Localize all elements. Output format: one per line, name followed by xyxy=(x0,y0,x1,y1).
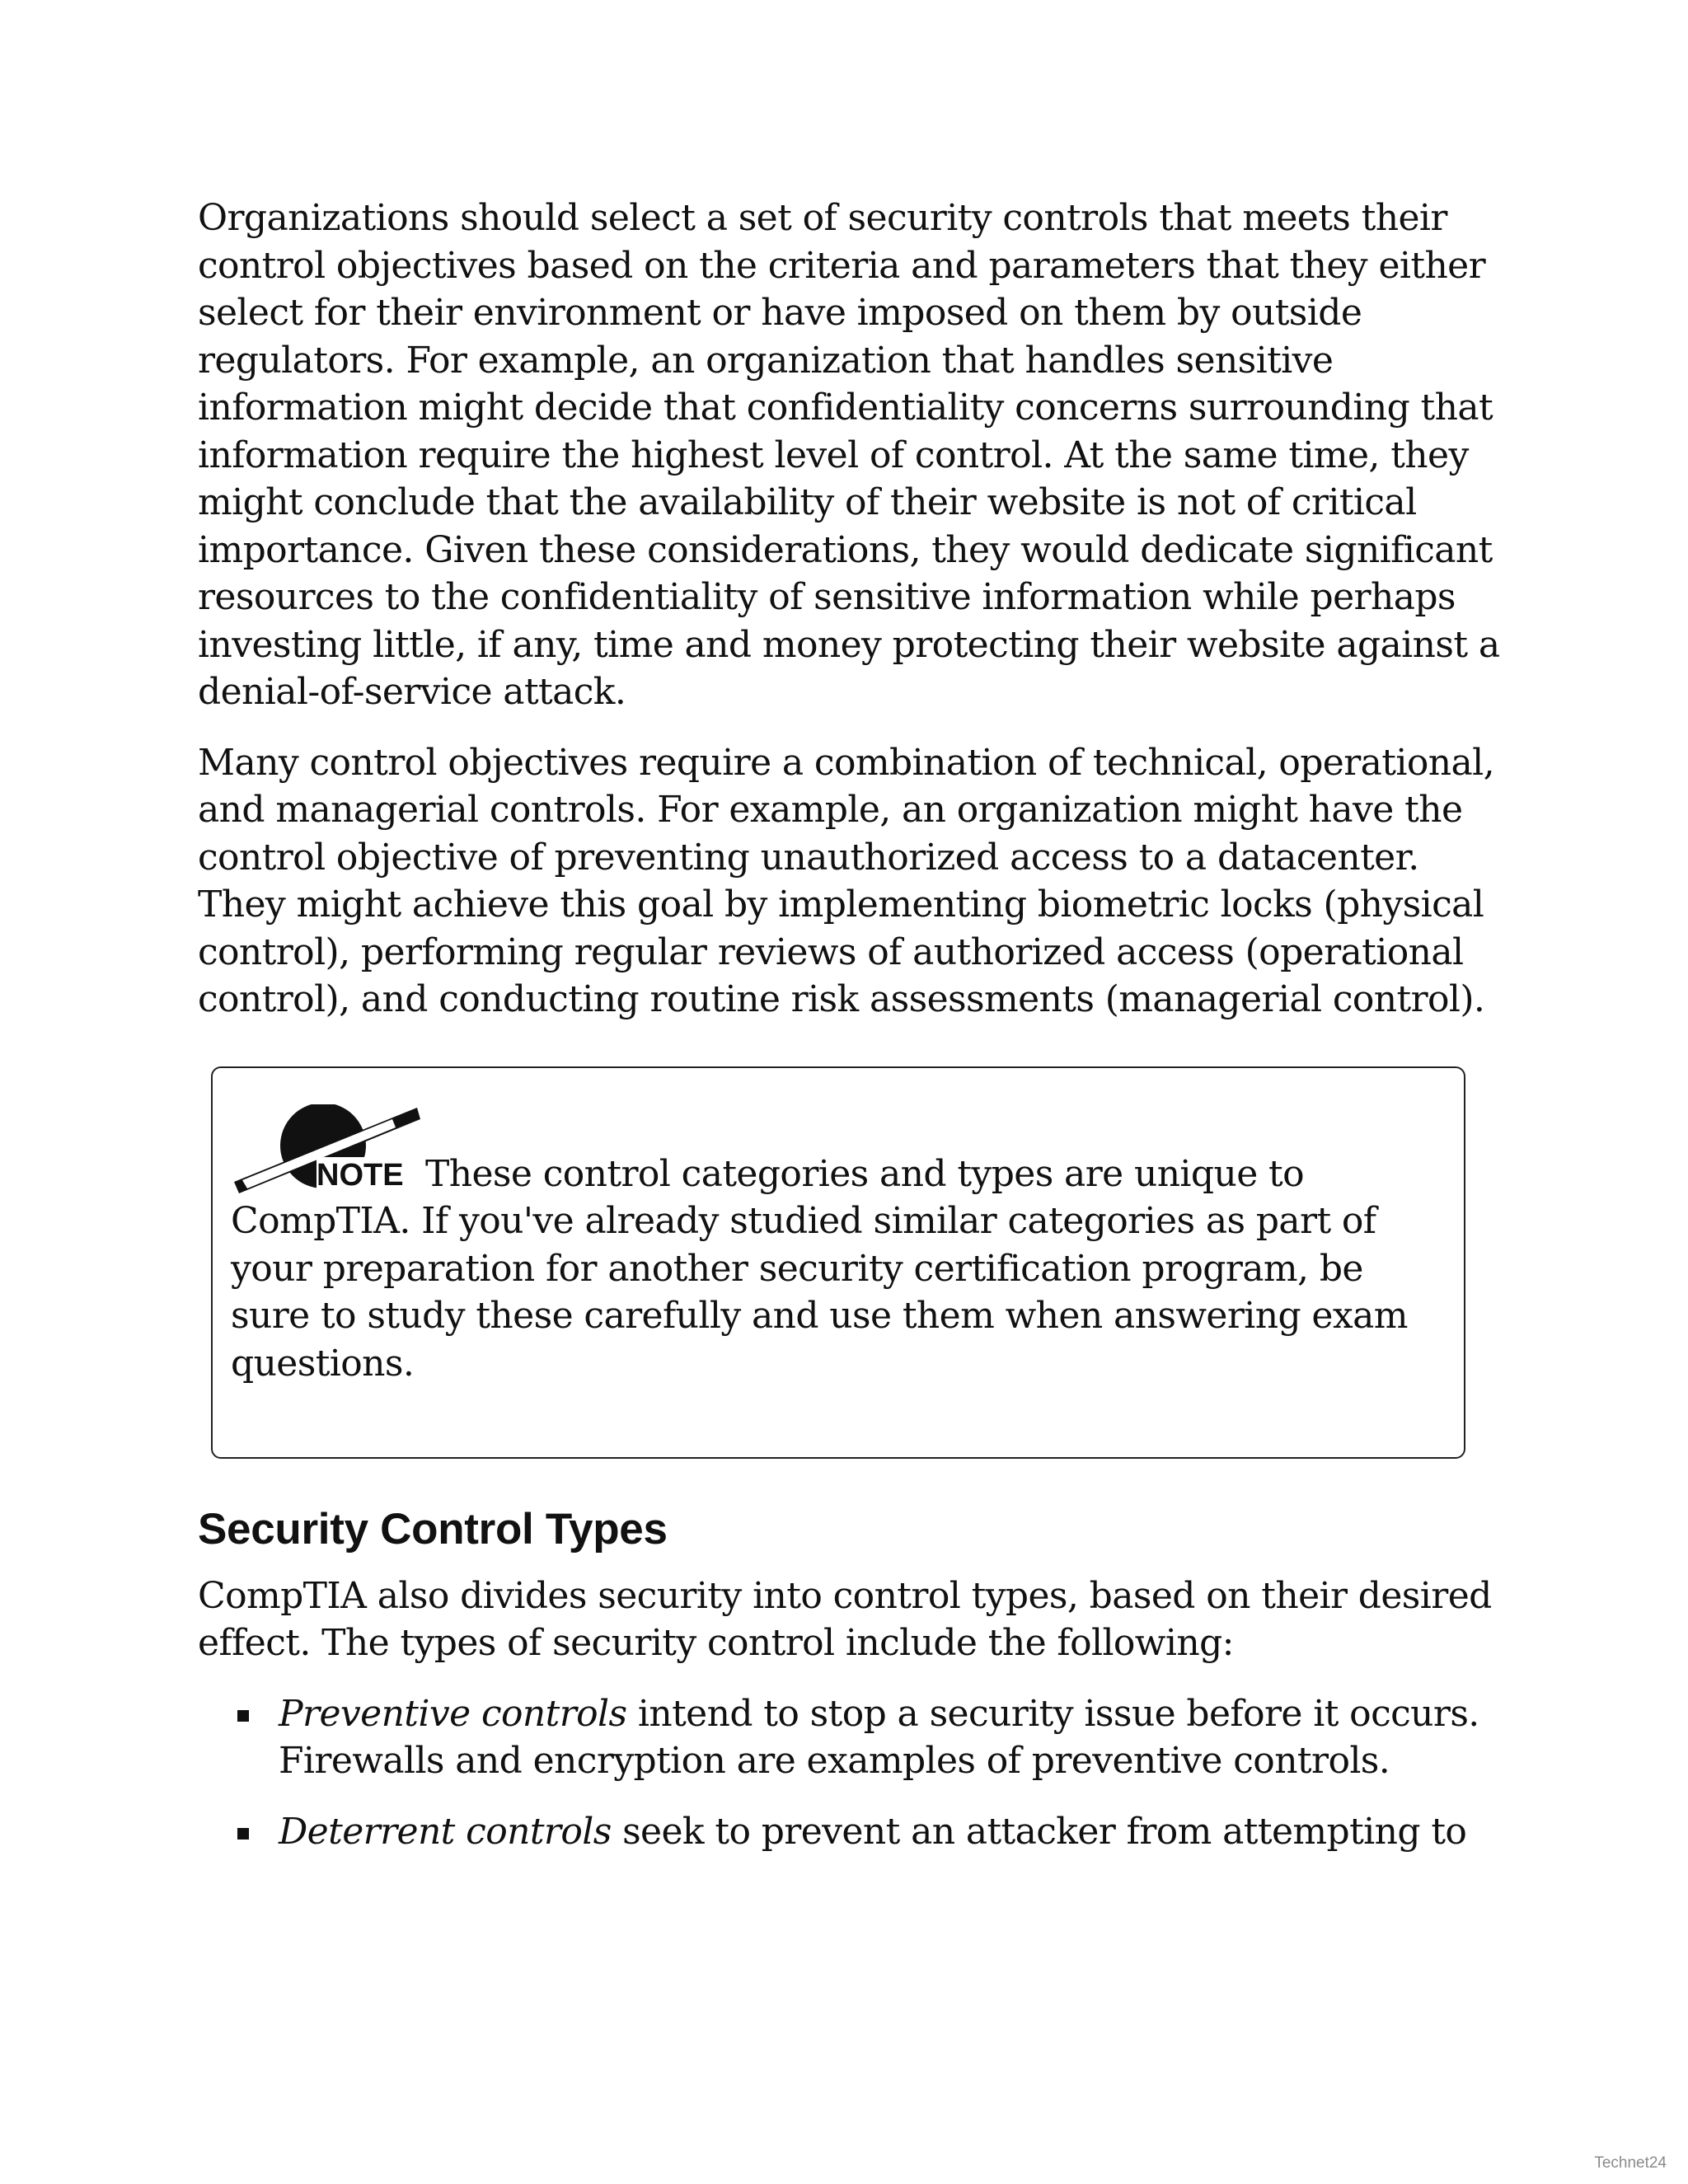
list-item-term: Deterrent controls xyxy=(279,1810,612,1853)
control-types-list xyxy=(198,1690,1500,1856)
section-intro: CompTIA also divides security into control types, based on their desired effect. The types of security control include the following: xyxy=(198,1574,1492,1664)
document-page xyxy=(198,194,1500,1878)
list-item-term: Preventive controls xyxy=(279,1692,627,1735)
paragraph-control-selection: Organizations should select a set of security controls that meets their control objectives based on the criteria and parameters that they either select for their environment or have imposed on them by outside regulators. For example, an organization that handles sensitive information might decide that confidentiality concerns surrounding that information require the highest level of control. At the same time, they might conclude that the availability of their website is not of critical importance. Given these considerations, they would dedicate significant resources to the confidentiality of sensitive information while perhaps investing little, if any, time and money protecting their website against a denial-of-service attack. xyxy=(198,197,1500,713)
watermark-text: Technet24 xyxy=(1594,2154,1667,2172)
note-icon-label: NOTE xyxy=(316,1157,404,1193)
paragraph-control-combination: Many control objectives require a combination of technical, operational, and managerial controls. For example, an organization might have the control objective of preventing unauthorized access to a datacenter. They might achieve this goal by implementing biometric locks (physical control), performing regular reviews of authorized access (operational control), and conducting routine risk assessments (managerial control). xyxy=(198,741,1494,1020)
bullet-square-icon xyxy=(237,1828,249,1840)
section-title: Security Control Types xyxy=(198,1504,668,1554)
note-pen-icon xyxy=(231,1104,420,1197)
list-item-description: seek to prevent an attacker from attempting to xyxy=(611,1810,1467,1853)
note-callout xyxy=(211,1066,1465,1459)
bullet-square-icon xyxy=(237,1710,249,1722)
list-item xyxy=(279,1808,1500,1856)
list-item xyxy=(279,1690,1500,1785)
list-item-description: intend to stop a security issue before it occurs. Firewalls and encryption are examples of preventive controls. xyxy=(279,1692,1479,1782)
note-text: These control categories and types are unique to CompTIA. If you've already studied similar categories as part of your preparation for another security certification program, be sure to study these carefully and use them when answering exam questions. xyxy=(231,1152,1408,1385)
